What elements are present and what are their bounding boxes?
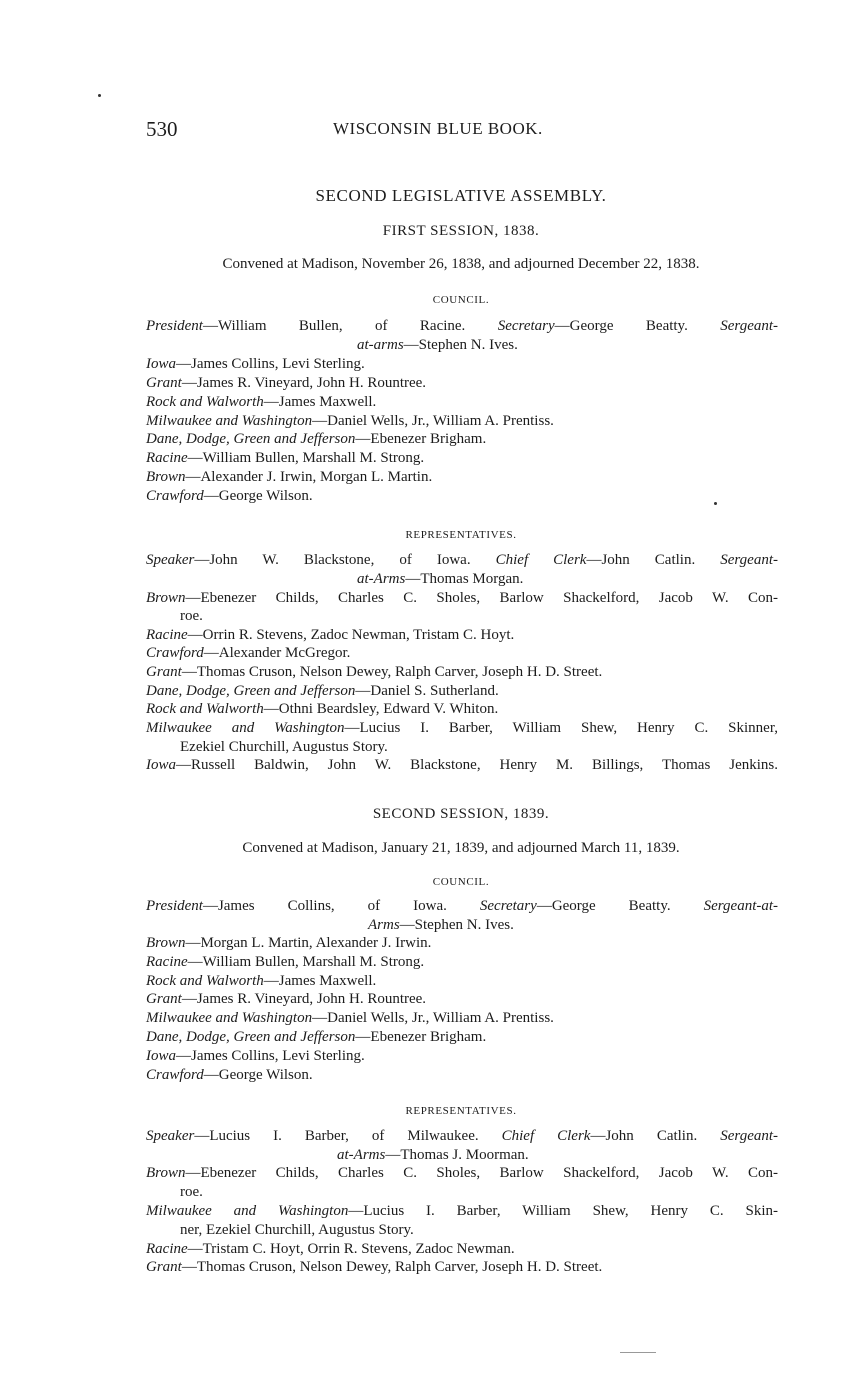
county-name: Grant (146, 664, 182, 680)
member-names: —James R. Vineyard, John H. Rountree. (181, 375, 427, 391)
member-line (146, 1047, 365, 1065)
officer-name: —John Catlin. (586, 552, 696, 568)
member-names: —James Maxwell. (263, 394, 377, 410)
member-names: —Ebenezer Brigham. (355, 1029, 487, 1045)
officer-title: Sergeant-at- (703, 898, 779, 914)
county-name: Brown (146, 469, 186, 485)
county-name: Rock and Walworth (146, 973, 264, 989)
member-names: —William Bullen, Marshall M. Strong. (187, 450, 425, 466)
convened-line-1838: Convened at Madison, November 26, 1838, and adjourned December 22, 1838. (222, 256, 700, 272)
county-name: Crawford (146, 1067, 204, 1083)
member-line (146, 682, 499, 700)
county-name: Milwaukee and Washington (146, 720, 345, 736)
officer-name: —William Bullen, of Racine. (202, 318, 466, 334)
member-line (146, 355, 365, 373)
member-line-cont: roe. (180, 608, 203, 624)
member-line (146, 393, 376, 411)
county-name: Racine (146, 450, 188, 466)
running-head: WISCONSIN BLUE BOOK. (333, 119, 543, 138)
council-officers-1838 (146, 317, 778, 335)
member-names: —Othni Beardsley, Edward V. Whiton. (263, 701, 499, 717)
officer-name: —Thomas J. Moorman. (385, 1147, 529, 1163)
member-line (146, 589, 778, 607)
council-officers-cont-1838 (357, 336, 518, 354)
member-line (146, 1066, 313, 1084)
member-line (146, 487, 313, 505)
member-line (146, 1202, 778, 1220)
officer-title: at-Arms (337, 1147, 386, 1163)
county-name: Dane, Dodge, Green and Jefferson (146, 1029, 356, 1045)
county-name: Milwaukee and Washington (146, 1010, 313, 1026)
member-names: —James Collins, Levi Sterling. (176, 1048, 365, 1064)
officer-title: Chief Clerk (495, 552, 587, 568)
assembly-officers-cont-1839 (337, 1146, 529, 1164)
county-name: Brown (146, 935, 186, 951)
member-names: —Orrin R. Stevens, Zadoc Newman, Tristam C. Hoyt. (187, 627, 515, 643)
officer-name: —Thomas Morgan. (405, 571, 524, 587)
county-name: Iowa (146, 356, 176, 372)
council-officers-1839 (146, 897, 778, 915)
member-line (146, 990, 426, 1008)
county-name: Iowa (146, 1048, 176, 1064)
member-line (146, 1164, 778, 1182)
officer-title: Arms (368, 917, 400, 933)
officer-title: President (146, 898, 203, 914)
member-line (146, 719, 778, 737)
county-name: Grant (146, 991, 182, 1007)
officer-title: Speaker (146, 552, 195, 568)
officer-title: Sergeant- (720, 552, 778, 568)
scan-speck (620, 1352, 656, 1353)
session-heading-1839: SECOND SESSION, 1839. (372, 806, 550, 822)
member-names: —James R. Vineyard, John H. Rountree. (181, 991, 427, 1007)
officer-name: —Lucius I. Barber, of Milwaukee. (194, 1128, 479, 1144)
officer-name: —Stephen N. Ives. (399, 917, 514, 933)
member-line (146, 468, 432, 486)
county-name: Rock and Walworth (146, 394, 264, 410)
county-name: Dane, Dodge, Green and Jefferson (146, 683, 356, 699)
county-name: Crawford (146, 645, 204, 661)
member-names: —Lucius I. Barber, William Shew, Henry C. Skinner, (344, 720, 778, 736)
assembly-officers-cont-1838 (357, 570, 523, 588)
officer-name: —James Collins, of Iowa. (202, 898, 447, 914)
member-line-cont: roe. (180, 1184, 203, 1200)
officer-name: —John W. Blackstone, of Iowa. (194, 552, 471, 568)
county-name: Racine (146, 1241, 188, 1257)
assembly-officers-1839 (146, 1127, 778, 1145)
member-line (146, 430, 486, 448)
member-line (146, 1240, 515, 1258)
member-names: —Ebenezer Childs, Charles C. Sholes, Barlow Shackelford, Jacob W. Con- (185, 590, 778, 606)
member-names: —Alexander McGregor. (203, 645, 351, 661)
member-names: —Russell Baldwin, John W. Blackstone, Henry M. Billings, Thomas Jenkins. (176, 757, 778, 773)
member-names: —James Maxwell. (263, 973, 377, 989)
member-line (146, 626, 514, 644)
member-line (146, 644, 350, 662)
representatives-label-1839: REPRESENTATIVES. (405, 1105, 517, 1117)
county-name: Rock and Walworth (146, 701, 264, 717)
member-names: —Tristam C. Hoyt, Orrin R. Stevens, Zadoc Newman. (187, 1241, 515, 1257)
member-names: —Thomas Cruson, Nelson Dewey, Ralph Carver, Joseph H. D. Street. (181, 664, 603, 680)
member-names: —Thomas Cruson, Nelson Dewey, Ralph Carver, Joseph H. D. Street. (181, 1259, 603, 1275)
county-name: Dane, Dodge, Green and Jefferson (146, 431, 356, 447)
county-name: Iowa (146, 757, 176, 773)
member-names: —Daniel Wells, Jr., William A. Prentiss. (312, 1010, 554, 1026)
officer-name: —Stephen N. Ives. (403, 337, 518, 353)
member-names: —Lucius I. Barber, William Shew, Henry C. Skin- (348, 1203, 778, 1219)
member-line (146, 374, 426, 392)
member-line (146, 953, 424, 971)
member-names: —William Bullen, Marshall M. Strong. (187, 954, 425, 970)
member-names: —George Wilson. (203, 1067, 313, 1083)
member-line (146, 449, 424, 467)
document-title: SECOND LEGISLATIVE ASSEMBLY. (315, 186, 607, 205)
county-name: Milwaukee and Washington (146, 1203, 349, 1219)
member-line (146, 1258, 602, 1276)
member-names: —Alexander J. Irwin, Morgan L. Martin. (185, 469, 433, 485)
council-officers-cont-1839 (368, 916, 514, 934)
member-line (146, 1028, 486, 1046)
member-line (146, 700, 498, 718)
county-name: Racine (146, 627, 188, 643)
officer-title: Speaker (146, 1128, 195, 1144)
county-name: Grant (146, 375, 182, 391)
officer-name: —George Beatty. (536, 898, 671, 914)
county-name: Milwaukee and Washington (146, 413, 313, 429)
member-names: —Morgan L. Martin, Alexander J. Irwin. (185, 935, 432, 951)
member-names: —James Collins, Levi Sterling. (176, 356, 365, 372)
member-names: —Ebenezer Childs, Charles C. Sholes, Barlow Shackelford, Jacob W. Con- (185, 1165, 778, 1181)
member-line (146, 1009, 554, 1027)
member-line (146, 934, 431, 952)
officer-title: at-arms (357, 337, 404, 353)
county-name: Brown (146, 590, 186, 606)
convened-line-1839: Convened at Madison, January 21, 1839, and adjourned March 11, 1839. (242, 840, 680, 856)
page-number: 530 (146, 117, 178, 141)
member-line (146, 663, 602, 681)
scan-speck (714, 502, 717, 505)
assembly-officers-1838 (146, 551, 778, 569)
member-names: —Ebenezer Brigham. (355, 431, 487, 447)
officer-title: Chief Clerk (501, 1128, 591, 1144)
member-line-cont: Ezekiel Churchill, Augustus Story. (180, 739, 388, 755)
representatives-label-1838: REPRESENTATIVES. (405, 529, 517, 541)
member-names: —Daniel Wells, Jr., William A. Prentiss. (312, 413, 554, 429)
officer-title: Sergeant- (720, 318, 779, 334)
officer-title: Sergeant- (720, 1128, 779, 1144)
officer-title: Secretary (497, 318, 555, 334)
member-line (146, 412, 554, 430)
officer-name: —George Beatty. (554, 318, 688, 334)
scan-speck (98, 94, 101, 97)
officer-title: at-Arms (357, 571, 406, 587)
member-names: —George Wilson. (203, 488, 313, 504)
member-line (146, 756, 778, 774)
county-name: Brown (146, 1165, 186, 1181)
county-name: Racine (146, 954, 188, 970)
member-line-cont: ner, Ezekiel Churchill, Augustus Story. (180, 1222, 414, 1238)
county-name: Grant (146, 1259, 182, 1275)
officer-title: Secretary (479, 898, 537, 914)
county-name: Crawford (146, 488, 204, 504)
member-names: —Daniel S. Sutherland. (355, 683, 499, 699)
officer-name: —John Catlin. (590, 1128, 698, 1144)
session-heading-1838: FIRST SESSION, 1838. (382, 223, 540, 239)
member-line (146, 972, 376, 990)
officer-title: President (146, 318, 203, 334)
council-label-1838: COUNCIL. (432, 294, 490, 306)
council-label-1839: COUNCIL. (432, 876, 490, 888)
